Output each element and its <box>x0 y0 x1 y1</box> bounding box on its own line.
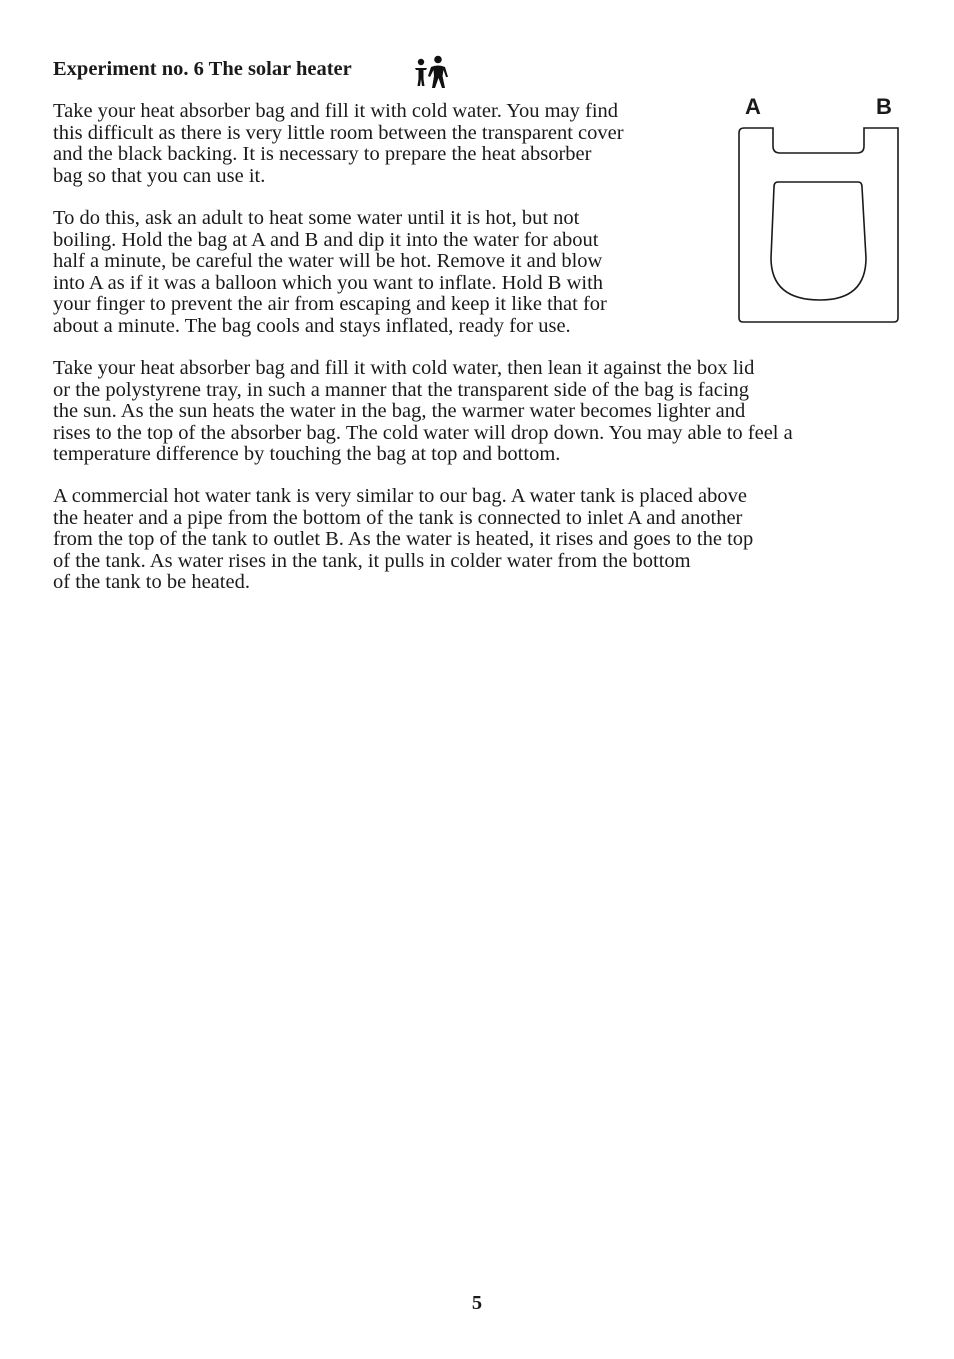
text-line: your finger to prevent the air from escaping and keep it like that for <box>53 293 607 315</box>
text-line: this difficult as there is very little room between the transparent cover <box>53 121 624 144</box>
outlet-b-label: B <box>876 94 892 119</box>
text-line: boiling. Hold the bag at A and B and dip it into the water for about <box>53 228 599 251</box>
text-line: temperature difference by touching the bag at top and bottom. <box>53 443 561 465</box>
text-line: Take your heat absorber bag and fill it with cold water. You may find <box>53 100 619 122</box>
text-line: bag so that you can use it. <box>53 164 266 187</box>
text-line: the sun. As the sun heats the water in the bag, the warmer water becomes lighter and <box>53 400 746 422</box>
text-line: the heater and a pipe from the bottom of the tank is connected to inlet A and another <box>53 506 743 529</box>
text-line: into A as if it was a balloon which you want to inflate. Hold B with <box>53 271 604 294</box>
text-line: from the top of the tank to outlet B. As the water is heated, it rises and goes to the top <box>53 528 754 550</box>
paragraph-prepare-bag <box>53 208 607 337</box>
paragraph-water-tank <box>53 486 753 594</box>
adult-and-child-icon <box>412 55 452 89</box>
text-line: and the black backing. It is necessary to prepare the heat absorber <box>53 143 592 165</box>
paragraph-fill-bag <box>53 101 624 187</box>
bag-outline <box>739 128 898 322</box>
text-line: Take your heat absorber bag and fill it with cold water, then lean it against the box lid <box>53 357 755 379</box>
text-line: about a minute. The bag cools and stays inflated, ready for use. <box>53 314 571 337</box>
text-line: of the tank. As water rises in the tank, it pulls in colder water from the bottom <box>53 549 691 572</box>
page-title: Experiment no. 6 The solar heater <box>53 58 352 80</box>
heat-absorber-bag-diagram <box>734 90 904 326</box>
text-line: half a minute, be careful the water will be hot. Remove it and blow <box>53 250 603 272</box>
text-line: To do this, ask an adult to heat some water until it is hot, but not <box>53 207 580 229</box>
water-chamber <box>771 182 866 300</box>
text-line: A commercial hot water tank is very similar to our bag. A water tank is placed above <box>53 485 747 507</box>
paragraph-sun-heating <box>53 358 793 466</box>
inlet-a-label: A <box>745 94 761 119</box>
text-line: of the tank to be heated. <box>53 571 250 593</box>
page-number: 5 <box>471 1292 483 1314</box>
text-line: or the polystyrene tray, in such a manner that the transparent side of the bag is facing <box>53 378 750 401</box>
text-line: rises to the top of the absorber bag. The cold water will drop down. You may able to feel a <box>53 421 793 444</box>
